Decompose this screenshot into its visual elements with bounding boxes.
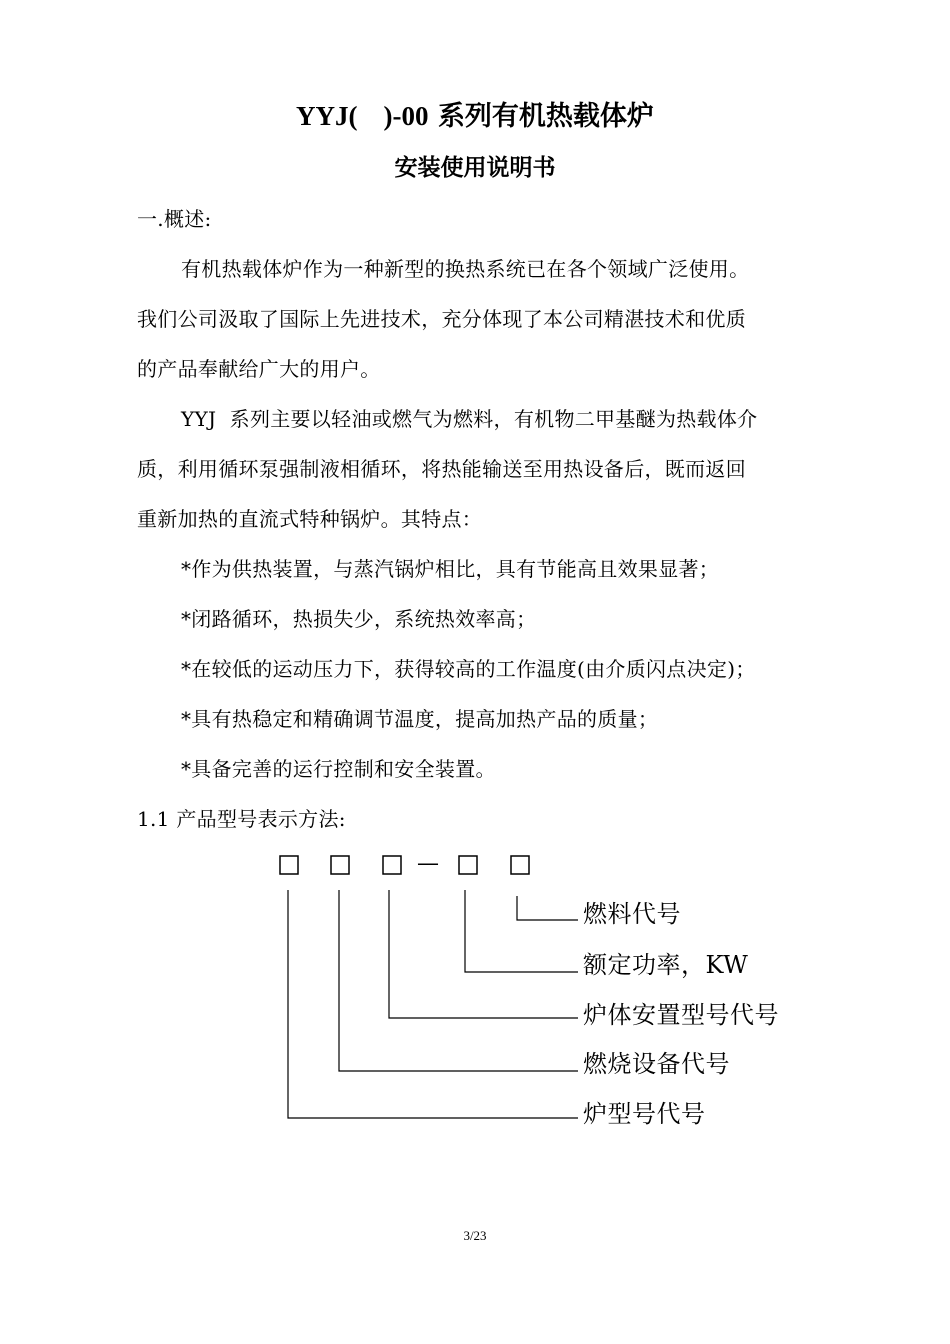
leader-line-burner — [339, 890, 578, 1071]
code-dash: — — [417, 851, 439, 876]
document-subtitle: 安装使用说明书 — [394, 154, 556, 181]
page-number: 3/23 — [463, 1228, 487, 1243]
code-box-3 — [383, 856, 401, 874]
leader-line-type — [288, 890, 578, 1118]
label-fuel-code: 燃料代号 — [583, 900, 681, 928]
label-furnace-type-code: 炉型号代号 — [583, 1100, 706, 1128]
feature-item: *具有热稳定和精确调节温度，提高加热产品的质量； — [181, 707, 659, 731]
code-box-2 — [331, 856, 349, 874]
feature-item: *具备完善的运行控制和安全装置。 — [181, 757, 496, 781]
feature-item: *在较低的运动压力下，获得较高的工作温度(由介质闪点决定)； — [181, 657, 756, 681]
feature-item: *作为供热装置，与蒸汽锅炉相比，具有节能高且效果显著； — [181, 557, 720, 581]
title-prefix: YYJ( — [296, 101, 358, 131]
code-box-4 — [459, 856, 477, 874]
leader-line-fuel — [517, 896, 578, 920]
paragraph-line: YYJ 系列主要以轻油或燃气为燃料，有机物二甲基醚为热载体介 — [181, 407, 758, 431]
title-zh: 系列有机热载体炉 — [437, 101, 654, 132]
code-box-1 — [280, 856, 298, 874]
paragraph-line: 我们公司汲取了国际上先进技术，充分体现了本公司精湛技术和优质 — [137, 307, 746, 331]
leader-line-power — [465, 890, 578, 972]
leader-line-body — [389, 890, 578, 1018]
paragraph-line: 有机热载体炉作为一种新型的换热系统已在各个领域广泛使用。 — [181, 257, 750, 281]
paragraph-line: 的产品奉献给广大的用户。 — [137, 357, 381, 381]
section-heading-overview: 一.概述: — [137, 207, 212, 231]
paragraph-line: 质，利用循环泵强制液相循环，将热能输送至用热设备后，既而返回 — [137, 457, 746, 481]
label-rated-power: 额定功率，KW — [583, 951, 749, 979]
code-box-5 — [511, 856, 529, 874]
section-heading-model-notation: 1.1 产品型号表示方法: — [137, 807, 346, 831]
label-body-placement-code: 炉体安置型号代号 — [583, 1001, 779, 1029]
feature-item: *闭路循环，热损失少，系统热效率高； — [181, 607, 537, 631]
paragraph-line: 重新加热的直流式特种锅炉。其特点： — [137, 507, 483, 531]
title-suffix: )-00 — [383, 101, 429, 131]
label-burner-code: 燃烧设备代号 — [583, 1050, 730, 1078]
